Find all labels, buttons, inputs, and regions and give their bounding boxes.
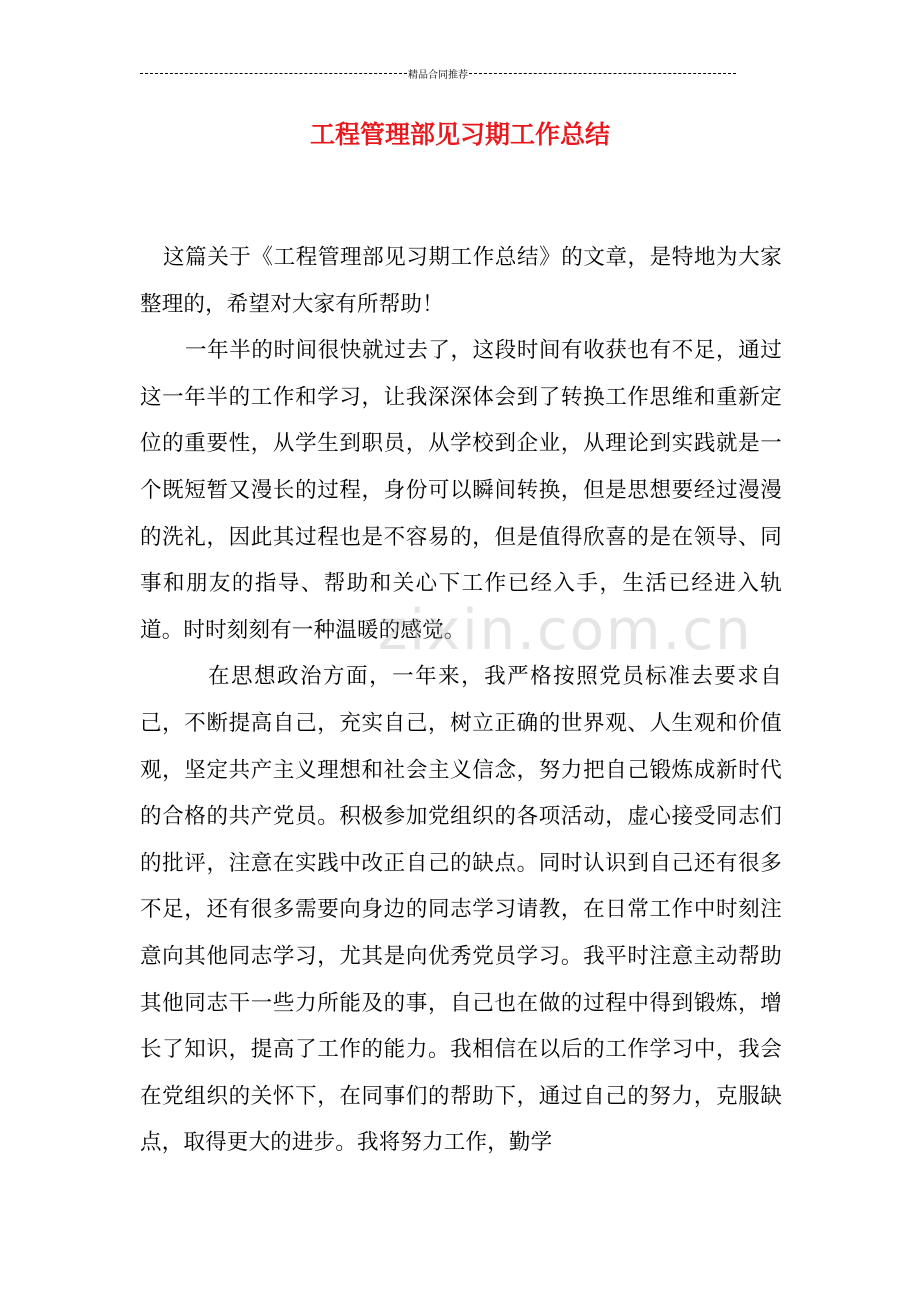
intro-paragraph: 这篇关于《工程管理部见习期工作总结》的文章，是特地为大家整理的，希望对大家有所帮助！ [140,245,782,317]
header-label: 精品合同推荐 [408,70,468,81]
header-dash-left [140,73,407,74]
body-paragraph-1: 一年半的时间很快就过去了，这段时间有收获也有不足，通过这一年半的工作和学习，让我深深体会到了转换工作思维和重新定位的重要性，从学生到职员，从学校到企业，从理论到实践就是一个既短暂又漫长的过程，身份可以瞬间转换，但是思想要经过漫漫的洗礼，因此其过程也是不容易的，但是值得欣喜的是在领导、同事和朋友的指导、帮助和关心下工作已经入手，生活已经进入轨道。时时刻刻有一种温暖的感觉。 [140,338,782,643]
body-paragraph-2: 在思想政治方面，一年来，我严格按照党员标准去要求自己，不断提高自己，充实自己，树立正确的世界观、人生观和价值观，坚定共产主义理想和社会主义信念，努力把自己锻炼成新时代的合格的共产党员。积极参加党组织的各项活动，虚心接受同志们的批评，注意在实践中改正自己的缺点。同时认识到自己还有很多不足，还有很多需要向身边的同志学习请教，在日常工作中时刻注意向其他同志学习，尤其是向优秀党员学习。我平时注意主动帮助其他同志干一些力所能及的事，自己也在做的过程中得到锻炼，增长了知识，提高了工作的能力。我相信在以后的工作学习中，我会在党组织的关怀下，在同事们的帮助下，通过自己的努力，克服缺点，取得更大的进步。我将努力工作，勤学 [140,664,782,1156]
site-watermark: zixin.com.cn [378,598,753,663]
document-body [140,235,782,1167]
header-divider [140,66,736,81]
document-title: 工程管理部见习期工作总结 [309,120,610,149]
header-dash-right [469,73,736,74]
